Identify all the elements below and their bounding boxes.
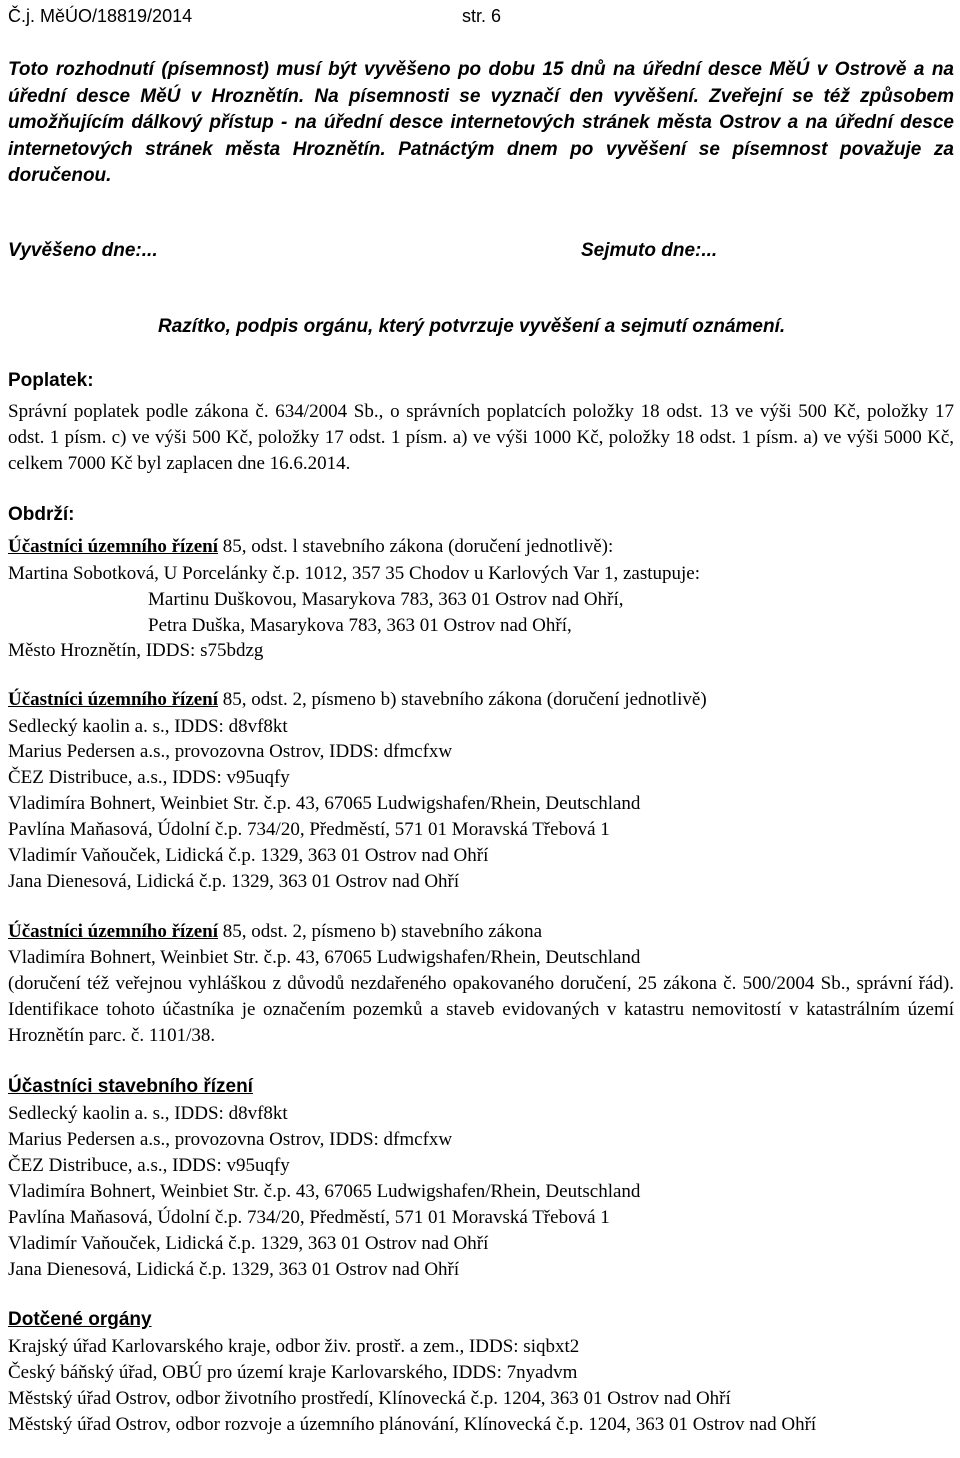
list-item: Jana Dienesová, Lidická č.p. 1329, 363 01 Ostrov nad Ohří (8, 1259, 460, 1280)
list-item: ČEZ Distribuce, a.s., IDDS: v95uqfy (8, 767, 290, 788)
list-item: Sedlecký kaolin a. s., IDDS: d8vf8kt (8, 716, 288, 737)
list-item: Vladimíra Bohnert, Weinbiet Str. č.p. 43, 67065 Ludwigshafen/Rhein, Deutschland (8, 1181, 641, 1202)
group3-title-line (8, 919, 542, 945)
list-item: Martina Sobotková, U Porcelánky č.p. 1012, 357 35 Chodov u Karlových Var 1, zastupuje: (8, 563, 700, 584)
intro-paragraph: Toto rozhodnutí (písemnost) musí být vyvěšeno po dobu 15 dnů na úřední desce MěÚ v Ostrově a na úřední desce MěÚ v Hroznětín. Na písemnosti se vyznačí den vyvěšení. Zveřejní se též způsobem umožňujícím dálkový přístup - na úřední desce internetových stránek města Ostrov a na úřední desce internetových stránek města Hroznětín. Patnáctým dnem po vyvěšení se písemnost považuje za doručenou. (8, 59, 954, 186)
group5-title-line (8, 1307, 152, 1333)
list-item: Martinu Duškovou, Masarykova 783, 363 01 Ostrov nad Ohří, (148, 589, 624, 610)
page-header (8, 6, 502, 27)
reference-number: Č.j. MěÚO/18819/2014 (8, 6, 193, 26)
list-item: Sedlecký kaolin a. s., IDDS: d8vf8kt (8, 1103, 288, 1124)
list-item: Pavlína Maňasová, Údolní č.p. 734/20, Předměstí, 571 01 Moravská Třebová 1 (8, 1207, 610, 1228)
removed-date-label: Sejmuto dne:... (581, 240, 718, 261)
group2-title-line (8, 687, 707, 713)
group3-title: Účastníci územního řízení (8, 921, 219, 942)
fee-text: Správní poplatek podle zákona č. 634/2004 Sb., o správních poplatcích položky 18 odst. 13 ve výši 500 Kč, položky 17 odst. 1 písm. c) ve výši 500 Kč, položky 17 odst. 1 písm. a) ve výši 1000 Kč, položky 18 odst. 1 písm. a) ve výši 5000 Kč, celkem 7000 Kč byl zaplacen dne 16.6.2014. (8, 401, 954, 474)
list-item: Marius Pedersen a.s., provozovna Ostrov, IDDS: dfmcfxw (8, 741, 453, 762)
group5-title: Dotčené orgány (8, 1309, 152, 1330)
list-item: Vladimíra Bohnert, Weinbiet Str. č.p. 43, 67065 Ludwigshafen/Rhein, Deutschland (8, 947, 641, 968)
group3-title-rest: 85, odst. 2, písmeno b) stavebního zákona (218, 921, 543, 942)
list-item: Pavlína Maňasová, Údolní č.p. 734/20, Předměstí, 571 01 Moravská Třebová 1 (8, 819, 610, 840)
list-item: Městský úřad Ostrov, odbor životního prostředí, Klínovecká č.p. 1204, 363 01 Ostrov nad Ohří (8, 1388, 731, 1409)
group1-title: Účastníci územního řízení (8, 536, 219, 557)
list-item: Krajský úřad Karlovarského kraje, odbor živ. prostř. a zem., IDDS: siqbxt2 (8, 1336, 580, 1357)
posted-date-label: Vyvěšeno dne:... (8, 240, 158, 261)
group1-title-line (8, 534, 613, 560)
list-item: Petra Duška, Masarykova 783, 363 01 Ostrov nad Ohří, (148, 615, 572, 636)
list-item-wrapped: Městský úřad Ostrov, odbor rozvoje a územního plánování, Klínovecká č.p. 1204, 363 01 Ostrov nad Ohří (8, 1414, 817, 1435)
page-number: str. 6 (462, 6, 502, 26)
list-item: Vladimír Vaňouček, Lidická č.p. 1329, 363 01 Ostrov nad Ohří (8, 845, 489, 866)
group4-title: Účastníci stavebního řízení (8, 1076, 253, 1097)
group3-note: (doručení též veřejnou vyhláškou z důvodů nezdařeného opakovaného doručení, 25 zákona č. 500/2004 Sb., správní řád). Identifikace tohoto účastníka je označením pozemků a staveb evidovaných v katastru nemovitostí v katastrálním území Hroznětín parc. č. 1101/38. (8, 973, 954, 1046)
stamp-note: Razítko, podpis orgánu, který potvrzuje vyvěšení a sejmutí oznámení. (158, 316, 786, 337)
list-item: Marius Pedersen a.s., provozovna Ostrov, IDDS: dfmcfxw (8, 1129, 453, 1150)
list-item: Jana Dienesová, Lidická č.p. 1329, 363 01 Ostrov nad Ohří (8, 871, 460, 892)
list-item: Vladimíra Bohnert, Weinbiet Str. č.p. 43, 67065 Ludwigshafen/Rhein, Deutschland (8, 793, 641, 814)
fee-heading: Poplatek: (8, 370, 94, 391)
recipients-heading: Obdrží: (8, 504, 75, 525)
group2-title: Účastníci územního řízení (8, 689, 219, 710)
group2-title-rest: 85, odst. 2, písmeno b) stavebního zákona (doručení jednotlivě) (218, 689, 707, 710)
list-item: ČEZ Distribuce, a.s., IDDS: v95uqfy (8, 1155, 290, 1176)
list-item: Město Hroznětín, IDDS: s75bdzg (8, 640, 264, 661)
list-item: Český báňský úřad, OBÚ pro území kraje Karlovarského, IDDS: 7nyadvm (8, 1362, 578, 1383)
group4-title-line (8, 1074, 253, 1100)
group1-title-rest: 85, odst. l stavebního zákona (doručení jednotlivě): (218, 536, 614, 557)
list-item: Vladimír Vaňouček, Lidická č.p. 1329, 363 01 Ostrov nad Ohří (8, 1233, 489, 1254)
